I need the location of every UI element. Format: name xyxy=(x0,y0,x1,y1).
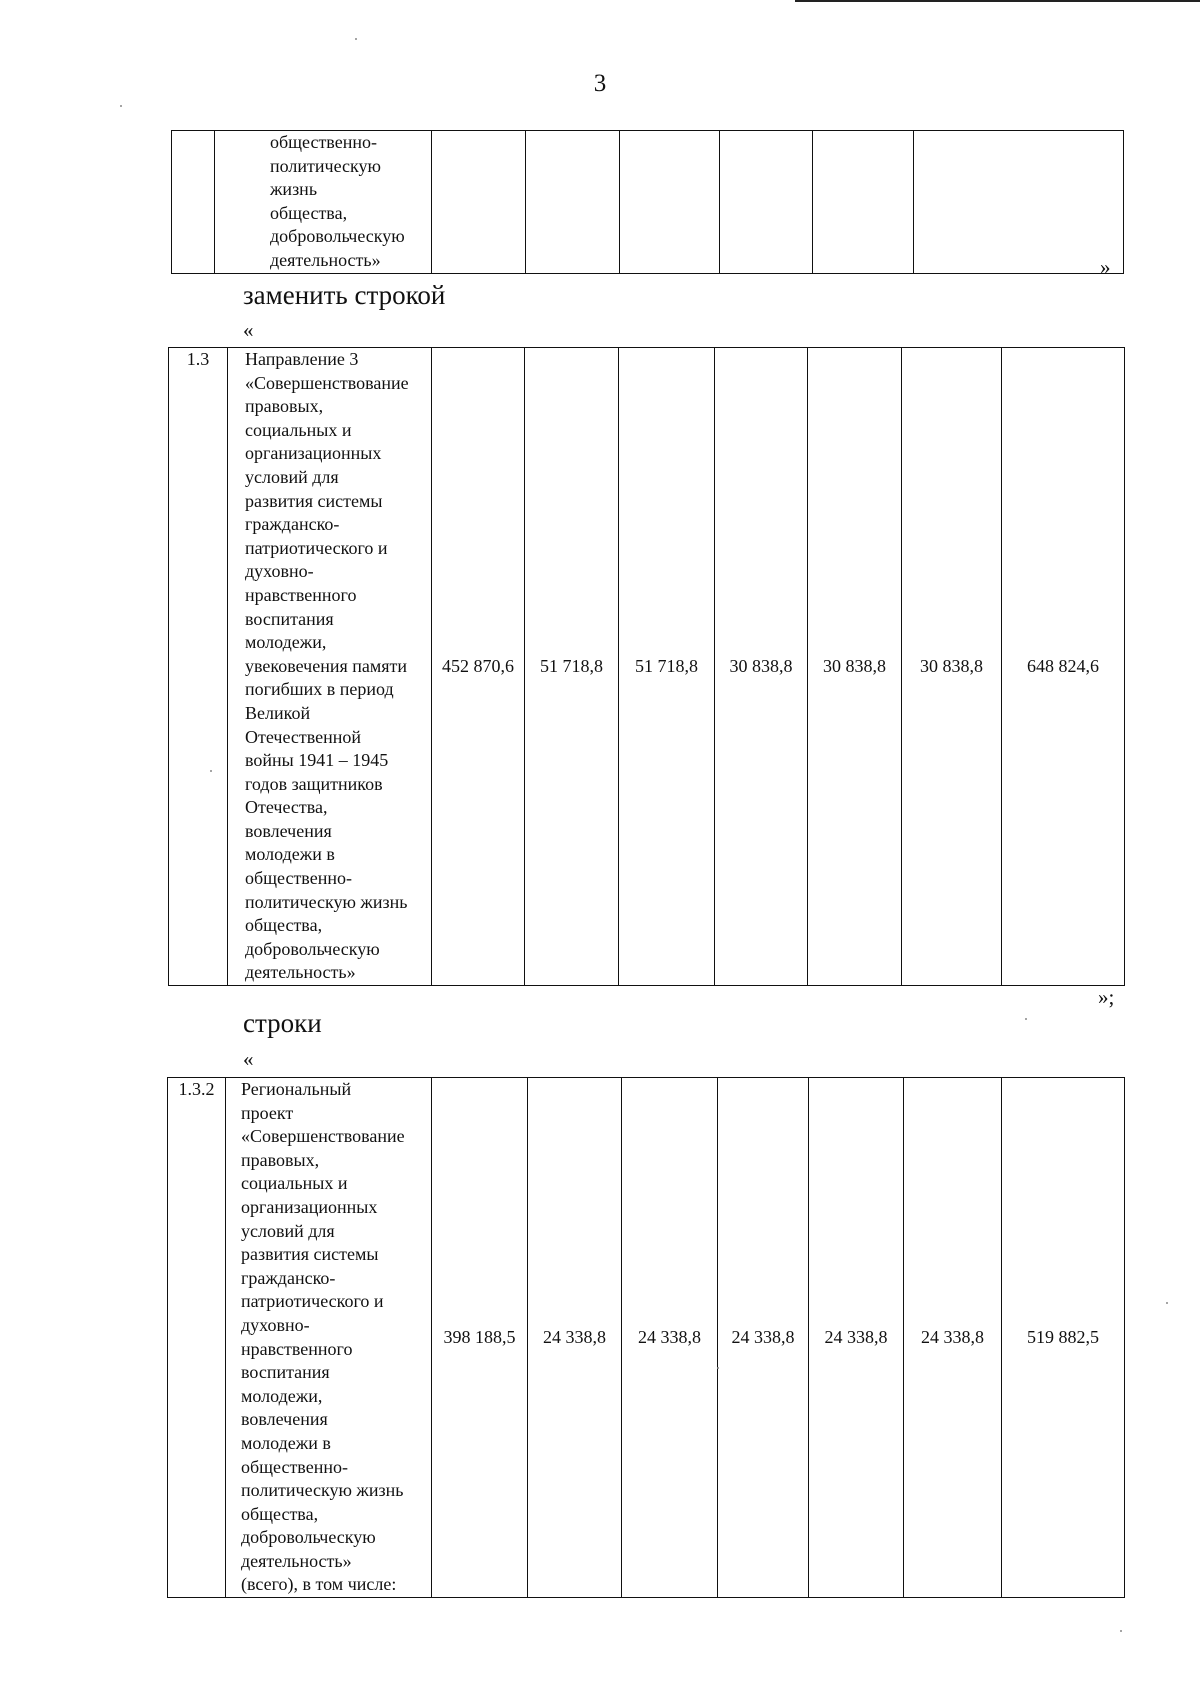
value-cell: 398 188,5 xyxy=(432,1078,528,1598)
value-cell: 519 882,5 xyxy=(1002,1078,1125,1598)
value-cell xyxy=(914,131,1124,274)
scan-speck xyxy=(1166,1302,1168,1304)
scan-speck xyxy=(1025,1018,1027,1020)
table-fragment-top xyxy=(171,130,1124,274)
value-cell: 24 338,8 xyxy=(809,1078,904,1598)
value-cell: 24 338,8 xyxy=(622,1078,718,1598)
value-cell: 24 338,8 xyxy=(528,1078,622,1598)
value-cell: 30 838,8 xyxy=(715,348,808,986)
value-cell xyxy=(813,131,914,274)
scan-edge-line xyxy=(795,0,1200,2)
closing-quote: » xyxy=(1100,255,1111,279)
value-cell: 30 838,8 xyxy=(808,348,902,986)
instruction-replace: заменить строкой xyxy=(243,280,446,310)
scan-speck xyxy=(717,1367,719,1369)
value-cell: 30 838,8 xyxy=(902,348,1002,986)
value-cell: 51 718,8 xyxy=(619,348,715,986)
table-replacement-row xyxy=(168,347,1125,986)
scan-speck xyxy=(210,770,212,772)
row-description: Региональный проект «Совершенствование правовых, социальных и организационных условий для развития системы гражданско- патриотического и духовно- нравственного воспитания молодежи, вовлечения молодежи в общественно- политическую жизнь общества, добровольческую деятельность» (всего), в том числе: xyxy=(226,1078,432,1598)
value-cell: 24 338,8 xyxy=(718,1078,809,1598)
value-cell: 24 338,8 xyxy=(904,1078,1002,1598)
value-cell xyxy=(526,131,620,274)
table-project-row xyxy=(167,1077,1125,1598)
value-cell: 51 718,8 xyxy=(525,348,619,986)
value-cell: 452 870,6 xyxy=(432,348,525,986)
row-number: 1.3.2 xyxy=(168,1078,226,1598)
row-description: общественно- политическую жизнь общества, добровольческую деятельность» xyxy=(215,131,432,274)
closing-quote: »; xyxy=(1098,985,1115,1009)
value-cell: 648 824,6 xyxy=(1002,348,1125,986)
table-row xyxy=(172,131,1124,274)
table-row xyxy=(169,348,1125,986)
scan-speck xyxy=(355,38,357,40)
value-cell xyxy=(620,131,720,274)
scan-speck xyxy=(1120,1630,1122,1632)
value-cell xyxy=(432,131,526,274)
row-number xyxy=(172,131,215,274)
opening-quote: « xyxy=(243,1047,254,1071)
opening-quote: « xyxy=(243,318,254,342)
instruction-rows: строки xyxy=(243,1008,322,1038)
page-number: 3 xyxy=(593,70,607,97)
row-number: 1.3 xyxy=(169,348,228,986)
value-cell xyxy=(720,131,813,274)
scan-speck xyxy=(120,105,122,107)
table-row xyxy=(168,1078,1125,1598)
row-description: Направление 3 «Совершенствование правовых, социальных и организационных условий для развития системы гражданско- патриотического и духовно- нравственного воспитания молодежи, увековечения памяти погибших в период Великой Отечественной войны 1941 – 1945 годов защитников Отечества, вовлечения молодежи в общественно- политическую жизнь общества, добровольческую деятельность» xyxy=(228,348,432,986)
